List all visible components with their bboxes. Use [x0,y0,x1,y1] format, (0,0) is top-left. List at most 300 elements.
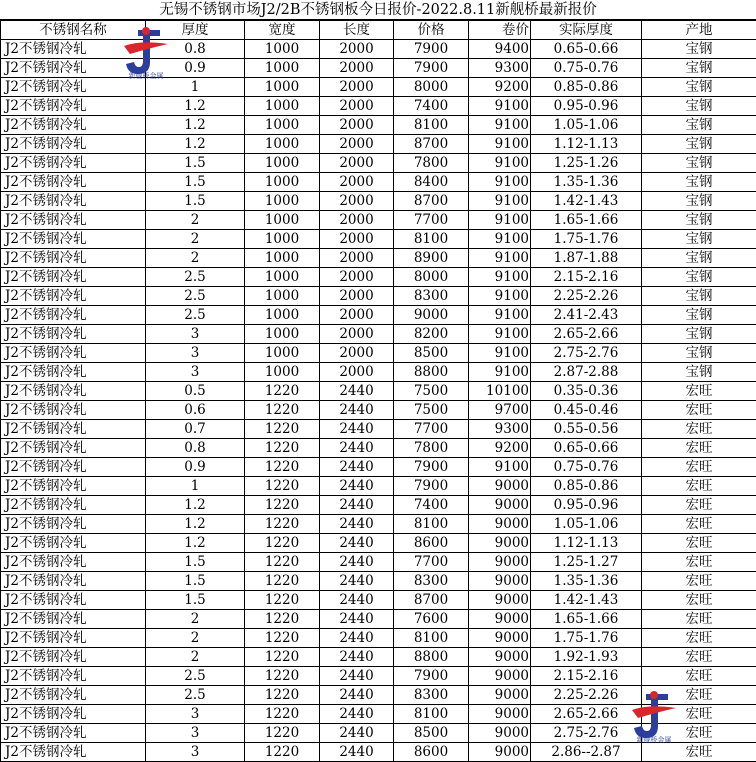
cell-thickness: 0.8 [146,40,245,59]
cell-thickness: 0.8 [146,439,245,458]
cell-product-name: J2不锈钢冷轧 [1,40,146,59]
table-row [1,135,756,154]
cell-thickness: 2.5 [146,686,245,705]
cell-width: 1220 [245,496,320,515]
cell-coil-price: 9000 [469,724,531,743]
cell-width: 1220 [245,439,320,458]
cell-thickness: 0.7 [146,420,245,439]
cell-actual-thickness: 0.35-0.36 [531,382,642,401]
cell-thickness: 3 [146,743,245,762]
cell-length: 2000 [320,268,394,287]
header-origin: 产地 [642,21,756,40]
cell-width: 1220 [245,667,320,686]
cell-actual-thickness: 0.55-0.56 [531,420,642,439]
cell-length: 2440 [320,610,394,629]
table-row [1,97,756,116]
cell-product-name: J2不锈钢冷轧 [1,211,146,230]
cell-width: 1000 [245,154,320,173]
cell-length: 2000 [320,249,394,268]
cell-coil-price: 9000 [469,705,531,724]
cell-coil-price: 9100 [469,287,531,306]
cell-actual-thickness: 0.85-0.86 [531,477,642,496]
cell-origin: 宝钢 [642,211,756,230]
cell-width: 1000 [245,192,320,211]
cell-price: 8100 [394,515,469,534]
cell-coil-price: 9200 [469,439,531,458]
cell-actual-thickness: 1.65-1.66 [531,610,642,629]
cell-thickness: 2 [146,211,245,230]
cell-origin: 宝钢 [642,306,756,325]
cell-width: 1220 [245,477,320,496]
cell-actual-thickness: 0.75-0.76 [531,59,642,78]
cell-thickness: 1.2 [146,534,245,553]
cell-length: 2440 [320,591,394,610]
cell-thickness: 1.5 [146,154,245,173]
table-row [1,591,756,610]
cell-price: 8100 [394,230,469,249]
cell-coil-price: 9100 [469,192,531,211]
cell-coil-price: 9100 [469,268,531,287]
cell-price: 8700 [394,192,469,211]
cell-origin: 宝钢 [642,173,756,192]
cell-price: 8200 [394,325,469,344]
cell-product-name: J2不锈钢冷轧 [1,743,146,762]
brand-logo-top [120,26,172,84]
cell-thickness: 1.2 [146,515,245,534]
cell-actual-thickness: 1.25-1.27 [531,553,642,572]
cell-product-name: J2不锈钢冷轧 [1,173,146,192]
cell-coil-price: 10100 [469,382,531,401]
cell-length: 2000 [320,344,394,363]
cell-product-name: J2不锈钢冷轧 [1,439,146,458]
cell-width: 1000 [245,59,320,78]
cell-coil-price: 9100 [469,325,531,344]
header-row [1,21,756,40]
cell-product-name: J2不锈钢冷轧 [1,572,146,591]
cell-price: 7500 [394,401,469,420]
cell-coil-price: 9100 [469,116,531,135]
cell-length: 2440 [320,667,394,686]
cell-width: 1220 [245,705,320,724]
table-row [1,667,756,686]
cell-price: 8000 [394,78,469,97]
cell-coil-price: 9000 [469,572,531,591]
cell-product-name: J2不锈钢冷轧 [1,230,146,249]
cell-origin: 宏旺 [642,382,756,401]
cell-coil-price: 9000 [469,496,531,515]
cell-product-name: J2不锈钢冷轧 [1,629,146,648]
table-row [1,477,756,496]
cell-thickness: 2 [146,629,245,648]
cell-length: 2000 [320,173,394,192]
table-row [1,306,756,325]
cell-coil-price: 9000 [469,477,531,496]
cell-width: 1000 [245,306,320,325]
cell-origin: 宏旺 [642,629,756,648]
cell-length: 2000 [320,363,394,382]
cell-length: 2440 [320,496,394,515]
cell-actual-thickness: 0.95-0.96 [531,496,642,515]
cell-price: 8900 [394,249,469,268]
cell-actual-thickness: 2.86--2.87 [531,743,642,762]
table-row [1,553,756,572]
table-row [1,610,756,629]
cell-actual-thickness: 2.65-2.66 [531,325,642,344]
cell-thickness: 0.9 [146,59,245,78]
sheet-title: 无锡不锈钢市场J2/2B不锈钢板今日报价-2022.8.11新舰桥最新报价 [0,0,756,20]
cell-actual-thickness: 1.35-1.36 [531,572,642,591]
cell-thickness: 2 [146,648,245,667]
cell-origin: 宏旺 [642,458,756,477]
cell-product-name: J2不锈钢冷轧 [1,325,146,344]
cell-coil-price: 9100 [469,135,531,154]
table-row [1,211,756,230]
brand-logo-text: 新舰桥金属 [120,72,172,81]
cell-width: 1220 [245,591,320,610]
cell-origin: 宝钢 [642,154,756,173]
cell-actual-thickness: 0.95-0.96 [531,97,642,116]
cell-coil-price: 9000 [469,515,531,534]
cell-thickness: 0.9 [146,458,245,477]
cell-product-name: J2不锈钢冷轧 [1,287,146,306]
cell-origin: 宏旺 [642,401,756,420]
cell-product-name: J2不锈钢冷轧 [1,496,146,515]
cell-product-name: J2不锈钢冷轧 [1,363,146,382]
cell-width: 1220 [245,629,320,648]
cell-thickness: 1 [146,78,245,97]
cell-width: 1000 [245,287,320,306]
cell-width: 1220 [245,458,320,477]
cell-coil-price: 9100 [469,154,531,173]
cell-price: 7800 [394,154,469,173]
cell-coil-price: 9100 [469,97,531,116]
cell-width: 1220 [245,724,320,743]
cell-thickness: 1.2 [146,97,245,116]
cell-coil-price: 9300 [469,59,531,78]
table-row [1,78,756,97]
cell-actual-thickness: 2.41-2.43 [531,306,642,325]
cell-product-name: J2不锈钢冷轧 [1,249,146,268]
cell-thickness: 1.5 [146,591,245,610]
cell-price: 7900 [394,477,469,496]
cell-actual-thickness: 2.15-2.16 [531,667,642,686]
price-table [0,20,756,762]
cell-price: 7900 [394,458,469,477]
table-row [1,420,756,439]
cell-length: 2440 [320,686,394,705]
cell-origin: 宏旺 [642,686,756,705]
brand-logo-bottom [628,690,680,748]
cell-price: 7800 [394,439,469,458]
cell-coil-price: 9100 [469,249,531,268]
cell-width: 1000 [245,230,320,249]
cell-coil-price: 9300 [469,420,531,439]
cell-origin: 宏旺 [642,439,756,458]
cell-length: 2440 [320,724,394,743]
cell-length: 2000 [320,97,394,116]
cell-actual-thickness: 0.85-0.86 [531,78,642,97]
cell-product-name: J2不锈钢冷轧 [1,78,146,97]
cell-length: 2000 [320,230,394,249]
cell-width: 1220 [245,515,320,534]
cell-length: 2000 [320,78,394,97]
cell-product-name: J2不锈钢冷轧 [1,515,146,534]
cell-actual-thickness: 1.75-1.76 [531,230,642,249]
table-row [1,401,756,420]
header-length: 长度 [320,21,394,40]
cell-price: 7900 [394,59,469,78]
cell-actual-thickness: 2.75-2.76 [531,724,642,743]
cell-thickness: 2.5 [146,667,245,686]
cell-thickness: 1.5 [146,553,245,572]
table-row [1,59,756,78]
cell-price: 7400 [394,496,469,515]
cell-actual-thickness: 2.25-2.26 [531,287,642,306]
cell-actual-thickness: 1.75-1.76 [531,629,642,648]
cell-product-name: J2不锈钢冷轧 [1,268,146,287]
cell-price: 8500 [394,344,469,363]
cell-actual-thickness: 1.35-1.36 [531,173,642,192]
cell-length: 2000 [320,192,394,211]
cell-price: 8300 [394,572,469,591]
cell-length: 2440 [320,648,394,667]
cell-thickness: 2 [146,230,245,249]
cell-coil-price: 9400 [469,40,531,59]
cell-product-name: J2不锈钢冷轧 [1,534,146,553]
cell-product-name: J2不锈钢冷轧 [1,192,146,211]
cell-length: 2440 [320,534,394,553]
header-coil-price: 卷价 [469,21,531,40]
table-row [1,325,756,344]
cell-origin: 宝钢 [642,287,756,306]
cell-actual-thickness: 2.15-2.16 [531,268,642,287]
header-name: 不锈钢名称 [1,21,146,40]
cell-price: 8600 [394,534,469,553]
cell-price: 8300 [394,287,469,306]
cell-price: 9000 [394,306,469,325]
cell-thickness: 3 [146,344,245,363]
cell-thickness: 1.5 [146,192,245,211]
cell-thickness: 1.5 [146,572,245,591]
cell-length: 2000 [320,306,394,325]
cell-thickness: 2 [146,249,245,268]
cell-thickness: 2.5 [146,268,245,287]
cell-length: 2440 [320,458,394,477]
cell-origin: 宏旺 [642,553,756,572]
cell-product-name: J2不锈钢冷轧 [1,553,146,572]
cell-origin: 宏旺 [642,477,756,496]
cell-coil-price: 9000 [469,667,531,686]
cell-length: 2000 [320,325,394,344]
cell-product-name: J2不锈钢冷轧 [1,59,146,78]
table-row [1,458,756,477]
cell-price: 8800 [394,648,469,667]
cell-price: 8100 [394,116,469,135]
cell-actual-thickness: 0.75-0.76 [531,458,642,477]
cell-origin: 宝钢 [642,192,756,211]
cell-origin: 宏旺 [642,534,756,553]
cell-origin: 宏旺 [642,667,756,686]
cell-product-name: J2不锈钢冷轧 [1,420,146,439]
cell-actual-thickness: 1.05-1.06 [531,515,642,534]
cell-product-name: J2不锈钢冷轧 [1,306,146,325]
cell-origin: 宏旺 [642,724,756,743]
cell-origin: 宏旺 [642,515,756,534]
cell-price: 7400 [394,97,469,116]
table-row [1,154,756,173]
cell-thickness: 0.6 [146,401,245,420]
cell-product-name: J2不锈钢冷轧 [1,705,146,724]
cell-origin: 宝钢 [642,249,756,268]
cell-coil-price: 9100 [469,306,531,325]
table-row [1,534,756,553]
table-row [1,496,756,515]
cell-thickness: 1 [146,477,245,496]
cell-price: 7900 [394,40,469,59]
cell-length: 2000 [320,287,394,306]
cell-coil-price: 9100 [469,363,531,382]
cell-width: 1220 [245,648,320,667]
table-row [1,629,756,648]
cell-length: 2000 [320,154,394,173]
cell-width: 1000 [245,78,320,97]
cell-length: 2440 [320,743,394,762]
cell-thickness: 2.5 [146,287,245,306]
table-row [1,515,756,534]
cell-product-name: J2不锈钢冷轧 [1,648,146,667]
cell-product-name: J2不锈钢冷轧 [1,135,146,154]
cell-thickness: 1.5 [146,173,245,192]
cell-width: 1220 [245,382,320,401]
cell-price: 7600 [394,610,469,629]
cell-origin: 宏旺 [642,420,756,439]
cell-actual-thickness: 2.87-2.88 [531,363,642,382]
cell-product-name: J2不锈钢冷轧 [1,591,146,610]
table-row [1,439,756,458]
cell-product-name: J2不锈钢冷轧 [1,97,146,116]
cell-product-name: J2不锈钢冷轧 [1,686,146,705]
cell-price: 8600 [394,743,469,762]
cell-thickness: 3 [146,705,245,724]
cell-origin: 宏旺 [642,610,756,629]
cell-origin: 宝钢 [642,344,756,363]
cell-width: 1220 [245,534,320,553]
cell-width: 1000 [245,211,320,230]
cell-origin: 宝钢 [642,40,756,59]
cell-width: 1000 [245,135,320,154]
brand-logo-text: 新舰桥金属 [628,736,680,745]
cell-width: 1000 [245,363,320,382]
cell-width: 1000 [245,268,320,287]
cell-product-name: J2不锈钢冷轧 [1,458,146,477]
cell-origin: 宝钢 [642,97,756,116]
cell-length: 2440 [320,515,394,534]
cell-actual-thickness: 2.75-2.76 [531,344,642,363]
cell-width: 1220 [245,553,320,572]
cell-coil-price: 9100 [469,211,531,230]
cell-length: 2000 [320,135,394,154]
cell-origin: 宏旺 [642,648,756,667]
cell-coil-price: 9000 [469,610,531,629]
cell-actual-thickness: 1.42-1.43 [531,192,642,211]
cell-origin: 宏旺 [642,591,756,610]
cell-origin: 宏旺 [642,705,756,724]
cell-price: 8700 [394,591,469,610]
table-row [1,572,756,591]
cell-actual-thickness: 1.25-1.26 [531,154,642,173]
cell-product-name: J2不锈钢冷轧 [1,610,146,629]
cell-product-name: J2不锈钢冷轧 [1,667,146,686]
cell-coil-price: 9100 [469,173,531,192]
cell-price: 7700 [394,553,469,572]
header-thickness: 厚度 [146,21,245,40]
table-row [1,344,756,363]
cell-width: 1000 [245,97,320,116]
table-row [1,116,756,135]
cell-product-name: J2不锈钢冷轧 [1,344,146,363]
cell-origin: 宝钢 [642,59,756,78]
cell-actual-thickness: 1.12-1.13 [531,135,642,154]
cell-coil-price: 9000 [469,591,531,610]
cell-actual-thickness: 0.65-0.66 [531,40,642,59]
table-row [1,40,756,59]
table-row [1,249,756,268]
cell-width: 1220 [245,420,320,439]
cell-price: 8800 [394,363,469,382]
cell-price: 8100 [394,705,469,724]
cell-product-name: J2不锈钢冷轧 [1,401,146,420]
cell-width: 1000 [245,249,320,268]
cell-coil-price: 9100 [469,230,531,249]
cell-price: 7700 [394,211,469,230]
cell-coil-price: 9700 [469,401,531,420]
table-row [1,173,756,192]
table-row [1,648,756,667]
cell-width: 1000 [245,116,320,135]
cell-product-name: J2不锈钢冷轧 [1,382,146,401]
cell-width: 1220 [245,401,320,420]
cell-actual-thickness: 0.45-0.46 [531,401,642,420]
cell-length: 2440 [320,705,394,724]
header-price: 价格 [394,21,469,40]
cell-product-name: J2不锈钢冷轧 [1,154,146,173]
cell-actual-thickness: 1.92-1.93 [531,648,642,667]
cell-price: 7900 [394,667,469,686]
cell-width: 1220 [245,572,320,591]
table-row [1,363,756,382]
cell-coil-price: 9000 [469,553,531,572]
cell-price: 8000 [394,268,469,287]
cell-length: 2000 [320,40,394,59]
cell-actual-thickness: 1.05-1.06 [531,116,642,135]
cell-actual-thickness: 1.87-1.88 [531,249,642,268]
cell-origin: 宝钢 [642,268,756,287]
cell-actual-thickness: 1.42-1.43 [531,591,642,610]
header-actual-thickness: 实际厚度 [531,21,642,40]
cell-length: 2000 [320,116,394,135]
cell-width: 1000 [245,40,320,59]
cell-origin: 宝钢 [642,363,756,382]
cell-origin: 宝钢 [642,230,756,249]
cell-width: 1000 [245,173,320,192]
cell-thickness: 0.5 [146,382,245,401]
cell-actual-thickness: 2.65-2.66 [531,705,642,724]
cell-width: 1220 [245,610,320,629]
cell-actual-thickness: 2.25-2.26 [531,686,642,705]
cell-origin: 宝钢 [642,78,756,97]
table-row [1,287,756,306]
cell-price: 7700 [394,420,469,439]
